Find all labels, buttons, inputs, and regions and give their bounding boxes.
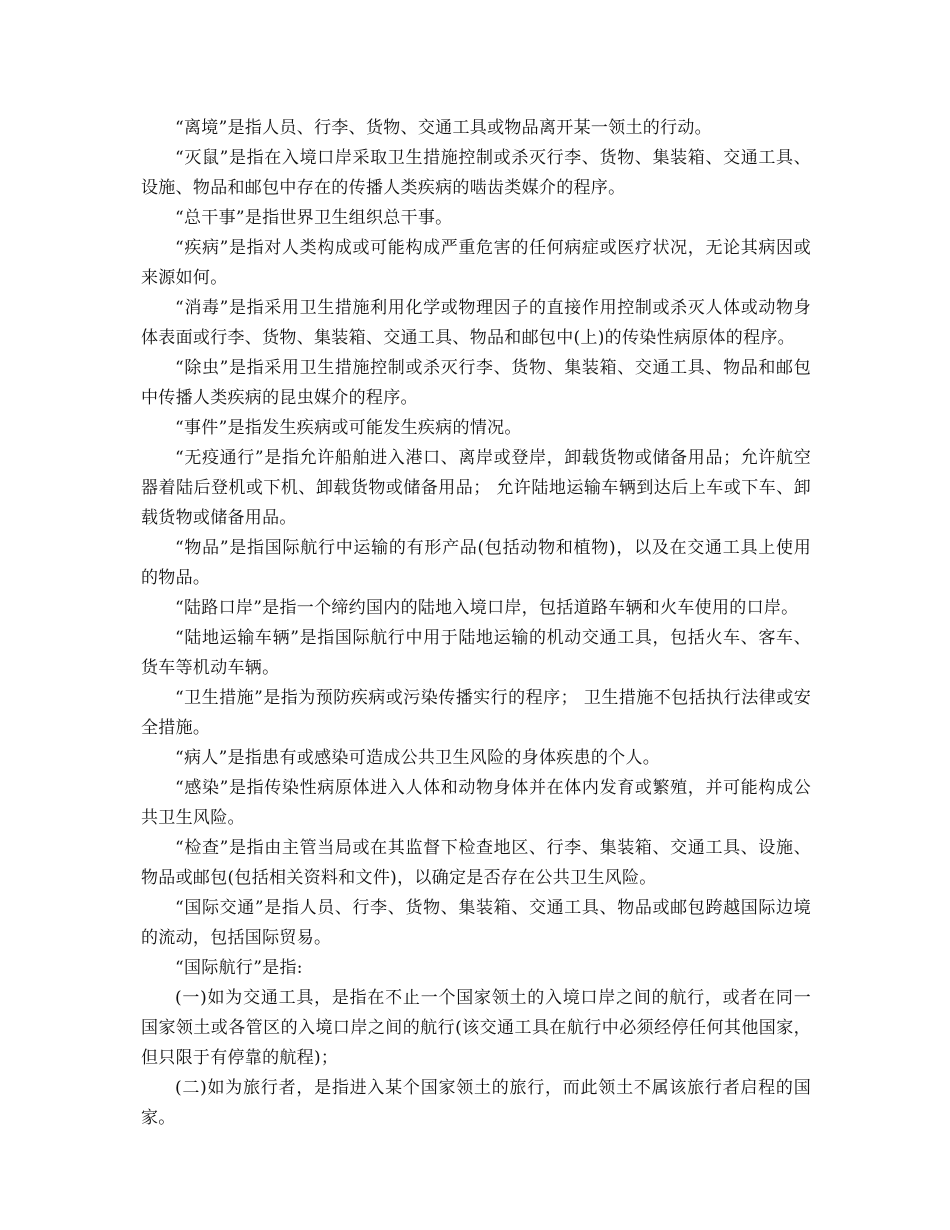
paragraph-ground-crossing: “陆路口岸”是指一个缔约国内的陆地入境口岸，包括道路车辆和火车使用的口岸。	[175, 598, 799, 618]
paragraph-free-pratique: “无疫通行”是指允许船舶进入港口、离岸或登岸，卸载货物或储备用品；允许航空器着陆后登机或下机、卸载货物或储备用品； 允许陆地运输车辆到达后上车或下车、卸载货物或储备用品。	[141, 448, 811, 528]
paragraph-disinfection: “消毒”是指采用卫生措施利用化学或物理因子的直接作用控制或杀灭人体或动物身体表面或行李、货物、集装箱、交通工具、物品和邮包中(上)的传染性病原体的程序。	[141, 298, 811, 348]
document-page	[141, 113, 811, 1133]
paragraph-disinsection: “除虫”是指采用卫生措施控制或杀灭行李、货物、集装箱、交通工具、物品和邮包中传播人类疾病的昆虫媒介的程序。	[141, 358, 811, 408]
paragraph-infection: “感染”是指传染性病原体进入人体和动物身体并在体内发育或繁殖，并可能构成公共卫生风险。	[141, 778, 811, 828]
paragraph-ill-person: “病人”是指患有或感染可造成公共卫生风险的身体疾患的个人。	[175, 748, 661, 768]
paragraph-disease: “疾病”是指对人类构成或可能构成严重危害的任何病症或医疗状况，无论其病因或来源如何。	[141, 238, 811, 288]
paragraph-international-voyage: “国际航行”是指:	[175, 958, 303, 978]
paragraph-voyage-traveller: (二)如为旅行者，是指进入某个国家领土的旅行，而此领土不属该旅行者启程的国家。	[141, 1078, 811, 1128]
paragraph-voyage-conveyance: (一)如为交通工具，是指在不止一个国家领土的入境口岸之间的航行，或者在同一国家领土或各管区的入境口岸之间的航行(该交通工具在航行中必须经停任何其他国家，但只限于有停靠的航程)；	[141, 988, 811, 1068]
paragraph-departure: “离境”是指人员、行李、货物、交通工具或物品离开某一领土的行动。	[175, 118, 712, 138]
paragraph-director-general: “总干事”是指世界卫生组织总干事。	[175, 208, 453, 228]
paragraph-ground-transport-vehicle: “陆地运输车辆”是指国际航行中用于陆地运输的机动交通工具，包括火车、客车、货车等机动车辆。	[141, 628, 811, 678]
paragraph-inspection: “检查”是指由主管当局或在其监督下检查地区、行李、集装箱、交通工具、设施、物品或邮包(包括相关资料和文件)，以确定是否存在公共卫生风险。	[141, 838, 811, 888]
paragraph-event: “事件”是指发生疾病或可能发生疾病的情况。	[175, 418, 522, 438]
paragraph-health-measure: “卫生措施”是指为预防疾病或污染传播实行的程序； 卫生措施不包括执行法律或安全措施。	[141, 688, 811, 738]
paragraph-deratting: “灭鼠”是指在入境口岸采取卫生措施控制或杀灭行李、货物、集装箱、交通工具、设施、物品和邮包中存在的传播人类疾病的啮齿类媒介的程序。	[141, 148, 811, 198]
paragraph-goods: “物品”是指国际航行中运输的有形产品(包括动物和植物)，以及在交通工具上使用的物品。	[141, 538, 811, 588]
paragraph-international-traffic: “国际交通”是指人员、行李、货物、集装箱、交通工具、物品或邮包跨越国际边境的流动，包括国际贸易。	[141, 898, 811, 948]
